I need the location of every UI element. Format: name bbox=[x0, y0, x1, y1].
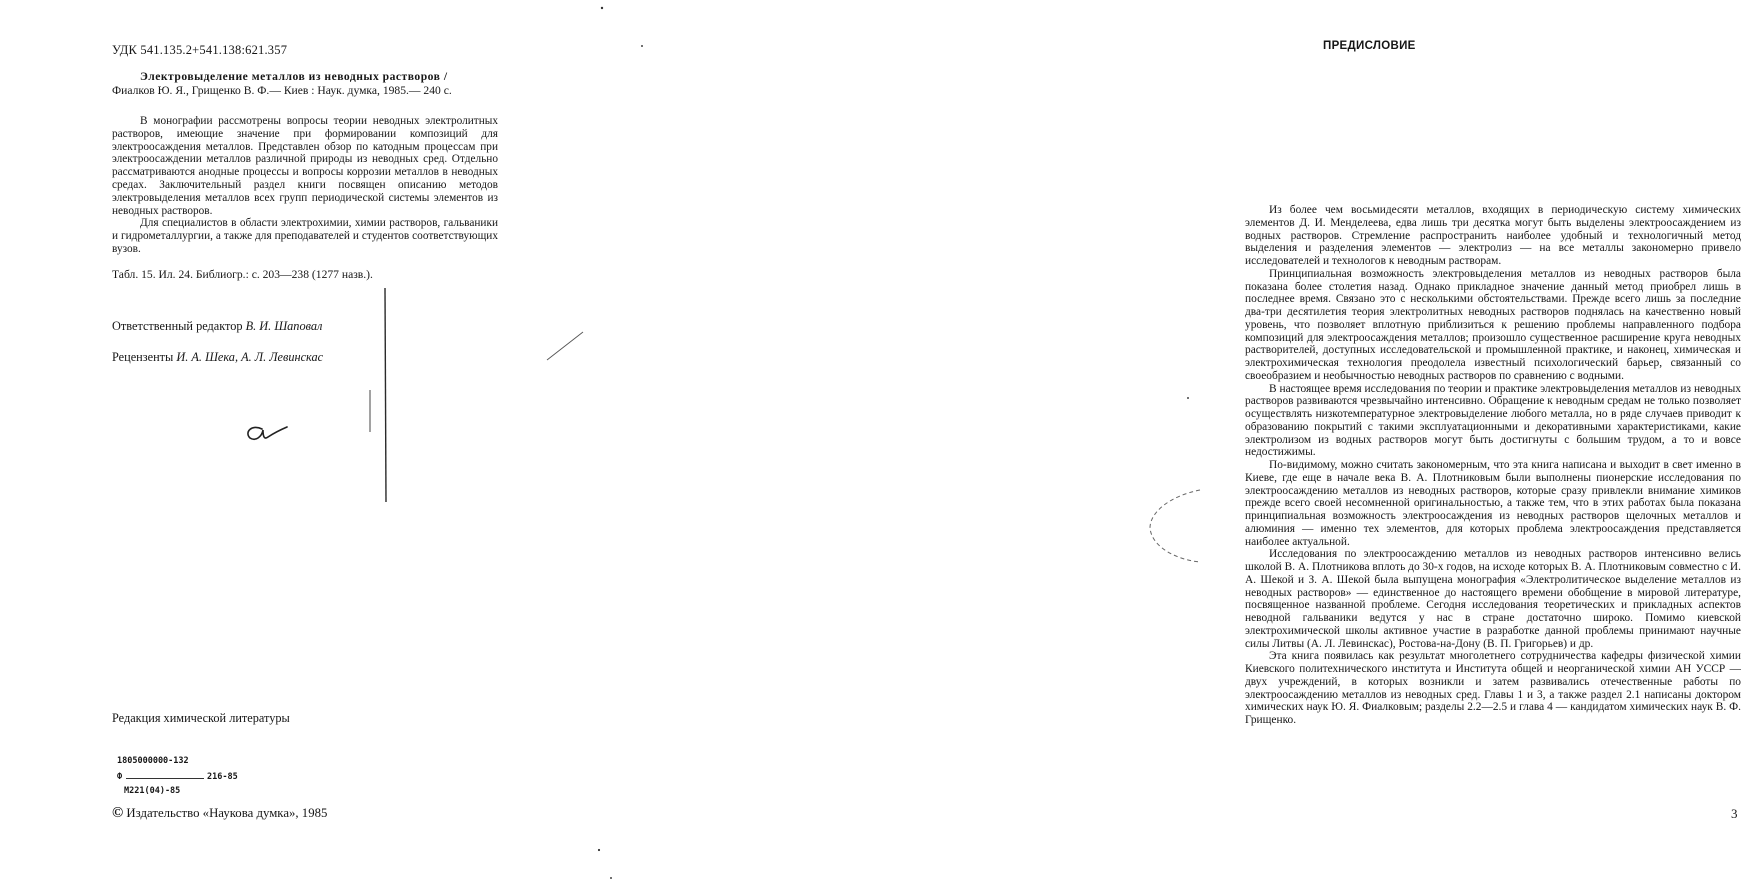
catalog-code-prefix: Ф bbox=[117, 772, 123, 782]
catalog-code-suffix: 216-85 bbox=[207, 772, 238, 782]
abstract-paragraph: В монографии рассмотрены вопросы теории неводных электролитных растворов, имеющие значение при формировании композиций для электроосаждения металлов. Представлен обзор по катодным процессам при электроосаждении металлов различной природы из неводных сред. Отдельно рассматриваются анодные процессы и вопросы коррозии металлов в неводных средах. Заключительный раздел книги посвящен описанию методов электровыделения металлов всех групп периодической системы элементов из неводных растворов. bbox=[112, 115, 498, 217]
bibliographic-record bbox=[112, 70, 498, 97]
left-page bbox=[0, 0, 600, 891]
preface-paragraph: Эта книга появилась как результат многолетнего сотрудничества кафедры физической химии Киевского политехнического института и Института общей и неорганической химии АН УССР — двух учреждений, в которых возникли и затем развивались отечественные работы по электроосаждению металлов из неводных сред. Главы 1 и 3, а также раздел 2.1 написаны доктором химических наук Ю. Я. Фиалковым; разделы 2.2—2.5 и глава 4 — кандидатом химических наук В. Ф. Грищенко. bbox=[1245, 650, 1741, 726]
preface-paragraph: Принципиальная возможность электровыделения металлов из неводных растворов была показана более столетия назад. Однако прикладное значение данный метод приобрел лишь в последнее время. Связано это с несколькими обстоятельствами. Прежде всего лишь за последние два-три десятилетия теория электролитных неводных растворов поднялась на качественно новый уровень, что позволяет вплотную приблизиться к решению проблемы направленного подбора композиций для электроосаждения металлов; произошло существенное расширение круга неводных растворителей, доступных исследовательской и промышленной практике, и наконец, химическая и электрохимическая технология преодолела известный психологический барьер, связанный со своеобразием и необычностью неводных растворов по сравнению с водными. bbox=[1245, 267, 1741, 382]
abstract bbox=[112, 115, 498, 256]
copyright-text: Издательство «Наукова думка», 1985 bbox=[126, 806, 328, 820]
catalog-code-rule bbox=[126, 778, 204, 779]
responsible-editor bbox=[112, 319, 322, 334]
catalog-code-bottom: М221(04)-85 bbox=[124, 786, 181, 796]
page-number: 3 bbox=[1731, 806, 1738, 821]
book-title: Электровыделение металлов из неводных растворов / bbox=[140, 70, 448, 83]
copyright-line bbox=[112, 805, 327, 822]
preface-paragraph: Из более чем восьмидесяти металлов, входящих в периодическую систему химических элементов Д. И. Менделеева, едва лишь три десятка могут быть выделены электроосаждением из водных растворов. Стремление распространить наиболее удобный и технологичный метод выделения и разделения элементов — электролиз — на все металлы закономерно привело исследователей и технологов к неводным растворам. bbox=[1245, 204, 1741, 267]
preface-paragraph: По-видимому, можно считать закономерным, что эта книга написана и выходит в свет именно в Киеве, где еще в начале века В. А. Плотниковым были выполнены пионерские исследования по электроосаждению металлов из неводных растворов, которые сразу привлекли внимание химиков прежде всего своей несомненной оригинальностью, а также тем, что в этих работах была показана принципиальная возможность электроосаждения из неводных растворов щелочных металлов и алюминия — именно тех элементов, для которых проблема электроосаждения представляется наиболее актуальной. bbox=[1245, 459, 1741, 548]
catalog-code-top: 1805000000-132 bbox=[117, 756, 189, 766]
right-page bbox=[600, 0, 1741, 891]
preface-paragraph: Исследования по электроосаждению металлов из неводных растворов интенсивно велись школой В. А. Плотникова вплоть до 30-х годов, на исходе которых В. А. Плотниковым совместно с И. А. Шекой и З. А. Шекой была выпущена монография «Электролитическое выделение металлов из неводных растворов» — единственное до настоящего времени обобщение в мировой литературе, посвященное названной проблеме. Сегодня исследования теоретических и прикладных аспектов неводной гальваники ведутся у нас в стране достаточно широко. Помимо киевской электрохимической школы активное участие в разработке данной проблемы принимают научные силы Литвы (А. Л. Левинскас), Ростова-на-Дону (В. П. Григорьев) и др. bbox=[1245, 548, 1741, 650]
editor-label: Ответственный редактор bbox=[112, 319, 243, 333]
audience-paragraph: Для специалистов в области электрохимии, химии растворов, гальваники и гидрометаллургии, а также для преподавателей и студентов соответствующих вузов. bbox=[112, 217, 498, 255]
preface-paragraph: В настоящее время исследования по теории и практике электровыделения металлов из неводных растворов развиваются чрезвычайно интенсивно. Обращение к неводным средам не только позволяет осуществлять низкотемпературное электровыделение любого металла, но в ряде случаев приводит к образованию покрытий с такими эксплуатационными и декоративными характеристиками, какие электролизом из водных растворов могут быть достигнуты с большим трудом, а то и вовсе недостижимы. bbox=[1245, 382, 1741, 459]
reviewers bbox=[112, 350, 323, 365]
tables-illustrations-line: Табл. 15. Ил. 24. Библиогр.: с. 203—238 (1277 назв.). bbox=[112, 268, 373, 281]
page-title: ПРЕДИСЛОВИЕ bbox=[1323, 40, 1416, 52]
preface-body bbox=[1245, 204, 1741, 727]
editor-name: В. И. Шаповал bbox=[245, 319, 323, 333]
copyright-icon: © bbox=[112, 805, 124, 821]
authors-line: Фиалков Ю. Я., Грищенко В. Ф.— Киев : Наук. думка, 1985.— 240 с. bbox=[112, 83, 452, 97]
reviewers-label: Рецензенты bbox=[112, 350, 174, 364]
udk-code: УДК 541.135.2+541.138:621.357 bbox=[112, 43, 288, 57]
editorial-office: Редакция химической литературы bbox=[112, 711, 290, 725]
reviewers-names: И. А. Шека, А. Л. Левинскас bbox=[176, 350, 324, 364]
